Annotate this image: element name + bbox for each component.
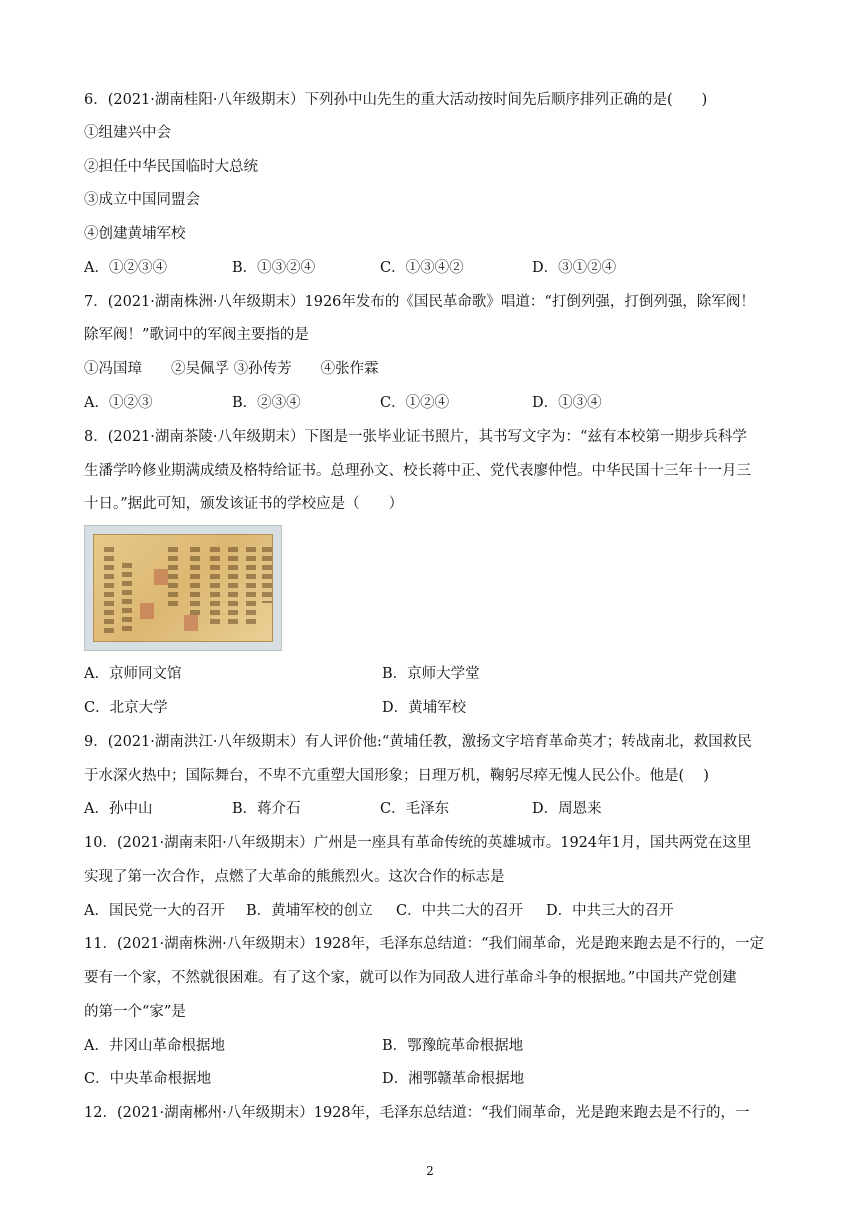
q7-option-a[interactable]: A．①②③	[84, 395, 153, 411]
page-number: 2	[426, 1164, 434, 1178]
q11-option-a[interactable]: A．井冈山革命根据地	[84, 1038, 225, 1054]
q10-option-a[interactable]: A．国民党一大的召开	[84, 903, 225, 919]
q8-stem-line-3: 十日。”据此可知，颁发该证书的学校应是（ ）	[84, 496, 404, 512]
q7-option-d[interactable]: D．①③④	[532, 395, 602, 411]
q8-stem-line-1: 8．(2021·湖南茶陵·八年级期末）下图是一张毕业证书照片，其书写文字为：“兹有本校第一期步兵科学	[84, 429, 747, 445]
q9-option-b[interactable]: B．蒋介石	[232, 801, 301, 817]
q8-option-d[interactable]: D．黄埔军校	[382, 700, 467, 716]
q9-option-c[interactable]: C．毛泽东	[380, 801, 450, 817]
q7-stem-line-2: 除军阀！”歌词中的军阀主要指的是	[84, 327, 309, 343]
q6-option-d[interactable]: D．③①②④	[532, 260, 617, 276]
q9-option-a[interactable]: A．孙中山	[84, 801, 153, 817]
q6-option-b[interactable]: B．①③②④	[232, 260, 316, 276]
q10-stem-line-1: 10．(2021·湖南耒阳·八年级期末）广州是一座具有革命传统的英雄城市。1924年1月，国共两党在这里	[84, 835, 752, 851]
red-seal	[154, 569, 168, 585]
certificate-paper	[93, 534, 273, 642]
q11-option-d[interactable]: D．湘鄂赣革命根据地	[382, 1071, 525, 1087]
q7-stem-line-1: 7．(2021·湖南株洲·八年级期末）1926年发布的《国民革命歌》唱道：“打倒列强，打倒列强，除军阀！	[84, 294, 755, 310]
q6-item-2: ②担任中华民国临时大总统	[84, 159, 258, 175]
q11-stem-line-3: 的第一个“家”是	[84, 1004, 186, 1020]
q10-option-b[interactable]: B．黄埔军校的创立	[246, 903, 373, 919]
q11-stem-line-1: 11．(2021·湖南株洲·八年级期末）1928年，毛泽东总结道：“我们闹革命，光是跑来跑去是不行的，一定	[84, 936, 765, 952]
q9-stem-line-2: 于水深火热中；国际舞台，不卑不亢重塑大国形象；日理万机，鞠躬尽瘁无愧人民公仆。他是( )	[84, 768, 709, 784]
q7-items: ①冯国璋 ②吴佩孚 ③孙传芳 ④张作霖	[84, 361, 379, 377]
q9-stem-line-1: 9．(2021·湖南洪江·八年级期末）有人评价他:“黄埔任教，激扬文字培育革命英才；转战南北，救国救民	[84, 734, 752, 750]
q6-item-3: ③成立中国同盟会	[84, 192, 200, 208]
q8-option-b[interactable]: B．京师大学堂	[382, 666, 480, 682]
certificate-photo	[84, 525, 282, 651]
q10-option-c[interactable]: C．中共二大的召开	[396, 903, 524, 919]
q7-option-c[interactable]: C．①②④	[380, 395, 450, 411]
q11-option-b[interactable]: B．鄂豫皖革命根据地	[382, 1038, 524, 1054]
q6-option-c[interactable]: C．①③④②	[380, 260, 464, 276]
q8-stem-line-2: 生潘学吟修业期满成绩及格特给证书。总理孙文、校长蒋中正、党代表廖仲恺。中华民国十三年十一月三	[84, 463, 751, 479]
q10-stem-line-2: 实现了第一次合作，点燃了大革命的熊熊烈火。这次合作的标志是	[84, 869, 505, 885]
q11-stem-line-2: 要有一个家，不然就很困难。有了这个家，就可以作为同敌人进行革命斗争的根据地。”中国共产党创建	[84, 970, 737, 986]
q8-option-c[interactable]: C．北京大学	[84, 700, 168, 716]
red-seal	[184, 615, 198, 631]
q9-option-d[interactable]: D．周恩来	[532, 801, 602, 817]
q10-option-d[interactable]: D．中共三大的召开	[546, 903, 674, 919]
q6-stem: 6．(2021·湖南桂阳·八年级期末）下列孙中山先生的重大活动按时间先后顺序排列正确的是( )	[84, 92, 708, 108]
q12-stem-line-1: 12．(2021·湖南郴州·八年级期末）1928年，毛泽东总结道：“我们闹革命，光是跑来跑去是不行的，一	[84, 1105, 750, 1121]
q11-option-c[interactable]: C．中央革命根据地	[84, 1071, 212, 1087]
q6-option-a[interactable]: A．①②③④	[84, 260, 167, 276]
q6-item-4: ④创建黄埔军校	[84, 226, 186, 242]
q7-option-b[interactable]: B．②③④	[232, 395, 301, 411]
q8-option-a[interactable]: A．京师同文馆	[84, 666, 182, 682]
red-seal	[140, 603, 154, 619]
q6-item-1: ①组建兴中会	[84, 125, 171, 141]
